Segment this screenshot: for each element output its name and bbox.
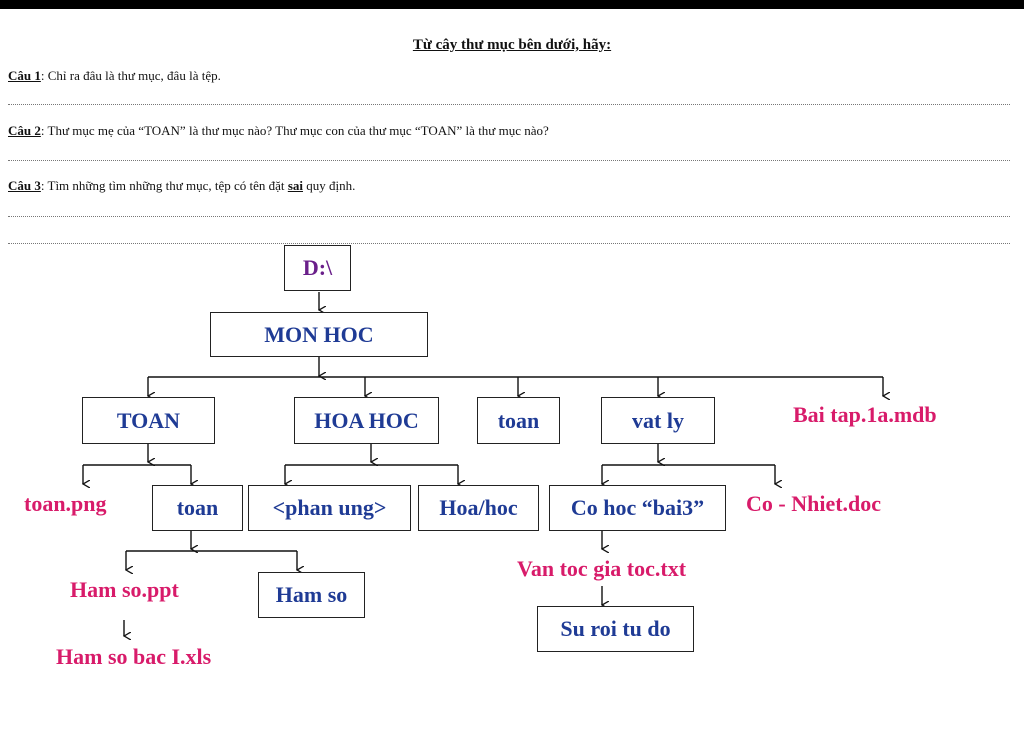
file-ham-so-ppt: Ham so.ppt	[70, 577, 179, 602]
file-van-toc: Van toc gia toc.txt	[517, 556, 687, 581]
folder-phan-ung: <phan ung>	[248, 485, 411, 531]
question-2-label: Câu 2	[8, 123, 41, 138]
folder-toan-upper: TOAN	[82, 397, 215, 444]
question-3-emphasis: sai	[287, 178, 303, 193]
question-3-text-before: : Tìm những tìm những thư mục, tệp có tên đặt	[40, 178, 288, 193]
folder-hoa-slash-hoc: Hoa/hoc	[418, 485, 539, 531]
folder-mon-hoc: MON HOC	[210, 312, 428, 357]
folder-hoa-hoc: HOA HOC	[294, 397, 439, 444]
file-ham-so-bac: Ham so bac I.xls	[56, 644, 212, 669]
folder-toan-sub: toan	[152, 485, 243, 531]
question-3-label: Câu 3	[8, 178, 41, 193]
folder-vat-ly: vat ly	[601, 397, 715, 444]
worksheet-title: Từ cây thư mục bên dưới, hãy:	[412, 37, 612, 53]
file-bai-tap: Bai tap.1a.mdb	[793, 402, 937, 427]
question-1-text: : Chỉ ra đâu là thư mục, đâu là tệp.	[40, 68, 221, 83]
question-2-text: : Thư mục mẹ của “TOAN” là thư mục nào? Thư mục con của thư mục “TOAN” là thư mục nào?	[40, 123, 549, 138]
question-3-text-after: quy định.	[302, 178, 356, 193]
folder-ham-so: Ham so	[258, 572, 365, 618]
question-1-label: Câu 1	[8, 68, 41, 83]
folder-co-hoc: Co hoc “bai3”	[549, 485, 726, 531]
file-co-nhiet: Co - Nhiet.doc	[746, 491, 882, 516]
folder-toan-lower: toan	[477, 397, 560, 444]
file-toan-png: toan.png	[24, 491, 107, 516]
folder-su-roi: Su roi tu do	[537, 606, 694, 652]
folder-root: D:\	[284, 245, 351, 291]
